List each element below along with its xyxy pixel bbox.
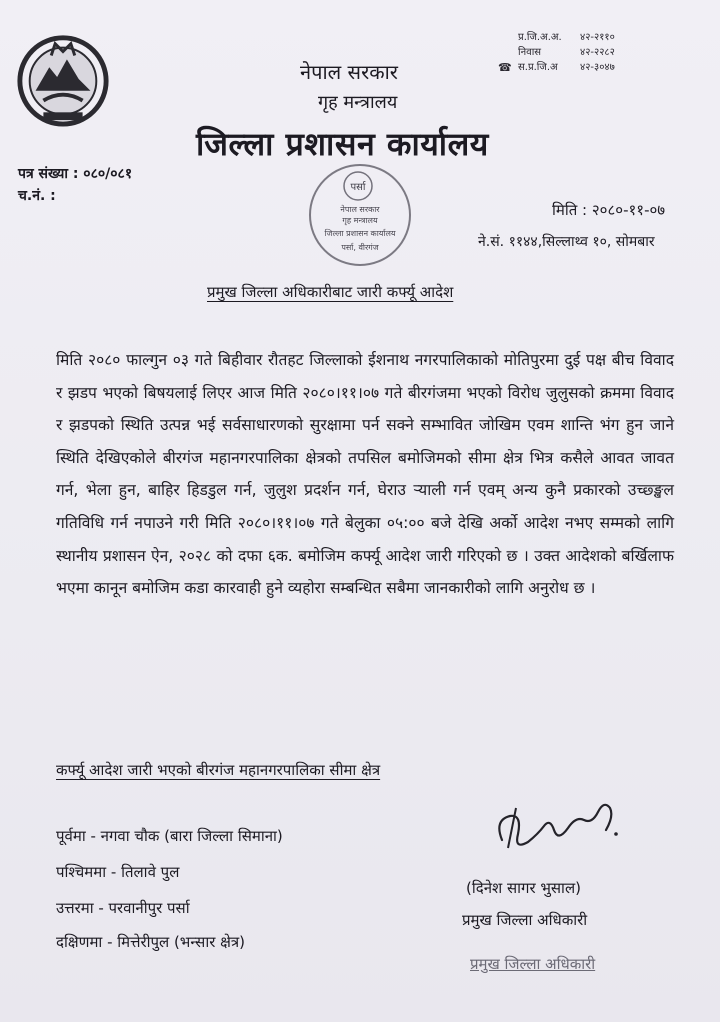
curfew-area-title: कर्फ्यू आदेश जारी भएको बीरगंज महानगरपालिका सीमा क्षेत्र <box>56 761 381 779</box>
office-title: जिल्ला प्रशासन कार्यालय <box>196 125 489 163</box>
stamp-top-text: पर्सा <box>350 182 366 193</box>
nepal-sambat-date: ने.सं. ११४४,सिल्लाथ्व १०, सोमबार <box>478 234 655 250</box>
office-stamp <box>300 160 420 270</box>
letter-subject: प्रमुख जिल्ला अधिकारीबाट जारी कर्फ्यू आदेश <box>207 283 454 301</box>
stamp-line: जिल्ला प्रशासन कार्यालय <box>324 229 396 238</box>
dispatch-number: च.नं. : <box>18 188 56 204</box>
stamp-line: पर्सा, वीरगंज <box>341 243 379 252</box>
area-east: पूर्वमा - नगवा चौक (बारा जिल्ला सिमाना) <box>56 827 283 845</box>
ministry-name: गृह मन्त्रालय <box>318 92 398 113</box>
stamp-line: नेपाल सरकार <box>340 205 380 214</box>
handwritten-signature <box>488 790 628 870</box>
contact-row: निवास ४२-२२८२ <box>518 47 615 58</box>
telephone-icon: ☎ <box>498 61 512 74</box>
letter-reference-number: पत्र संख्या : ०८०/०८१ <box>18 166 133 182</box>
contact-row: ☎ स.प्र.जि.अ ४२-३०४७ <box>498 61 615 74</box>
stamp-line: गृह मन्त्रालय <box>342 216 378 225</box>
signer-title: प्रमुख जिल्ला अधिकारी <box>462 911 588 929</box>
signer-name: (दिनेश सागर भुसाल) <box>466 879 581 897</box>
area-west: पश्चिममा - तिलावे पुल <box>56 863 180 881</box>
government-name: नेपाल सरकार <box>300 60 398 84</box>
signer-designation-stamp: प्रमुख जिल्ला अधिकारी <box>470 955 596 973</box>
contact-numbers <box>498 30 615 75</box>
letter-date: मिति : २०८०-११-०७ <box>552 201 666 219</box>
nepal-government-emblem-icon <box>14 30 112 128</box>
contact-row: प्र.जि.अ.अ. ४२-२११० <box>518 32 615 43</box>
area-north: उत्तरमा - परवानीपुर पर्सा <box>56 899 190 917</box>
area-south: दक्षिणमा - मित्तेरीपुल (भन्सार क्षेत्र) <box>56 933 245 951</box>
letter-body: मिति २०८० फाल्गुन ०३ गते बिहीवार रौतहट जिल्लाको ईशनाथ नगरपालिकाको मोतिपुरमा दुई पक्ष बीच विवाद र झडप भएको बिषयलाई लिएर आज मिति २०८०।११।०७ गते बीरगंजमा भएको विरोध जुलुसको क्रममा विवाद र झडपको स्थिति उत्पन्न भई सर्वसाधारणको सुरक्षामा पर्न सक्ने सम्भावित जोखिम एवम शान्ति भंग हुन जाने स्थिति देखिएकोले बीरगंज महानगरपालिका क्षेत्रको तपसिल बमोजिमको सीमा क्षेत्र भित्र कसैले आवत जावत गर्न, भेला हुन, बाहिर हिडडुल गर्न, जुलुश प्रदर्शन गर्न, घेराउ ऱ्याली गर्न एवम् अन्य कुनै प्रकारको उच्छ्ङ्खल गतिविधि गर्न नपाउने गरी मिति २०८०।११।०७ गते बेलुका ०५:०० बजे देखि अर्को आदेश नभए सम्मको लागि स्थानीय प्रशासन ऐन, २०२८ को दफा ६क. बमोजिम कर्फ्यू आदेश जारी गरिएको छ । उक्त आदेशको बर्खिलाफ भएमा कानून बमोजिम कडा कारवाही हुने व्यहोरा सम्बन्धित सबैमा जानकारीको लागि अनुरोध छ । <box>56 351 675 598</box>
